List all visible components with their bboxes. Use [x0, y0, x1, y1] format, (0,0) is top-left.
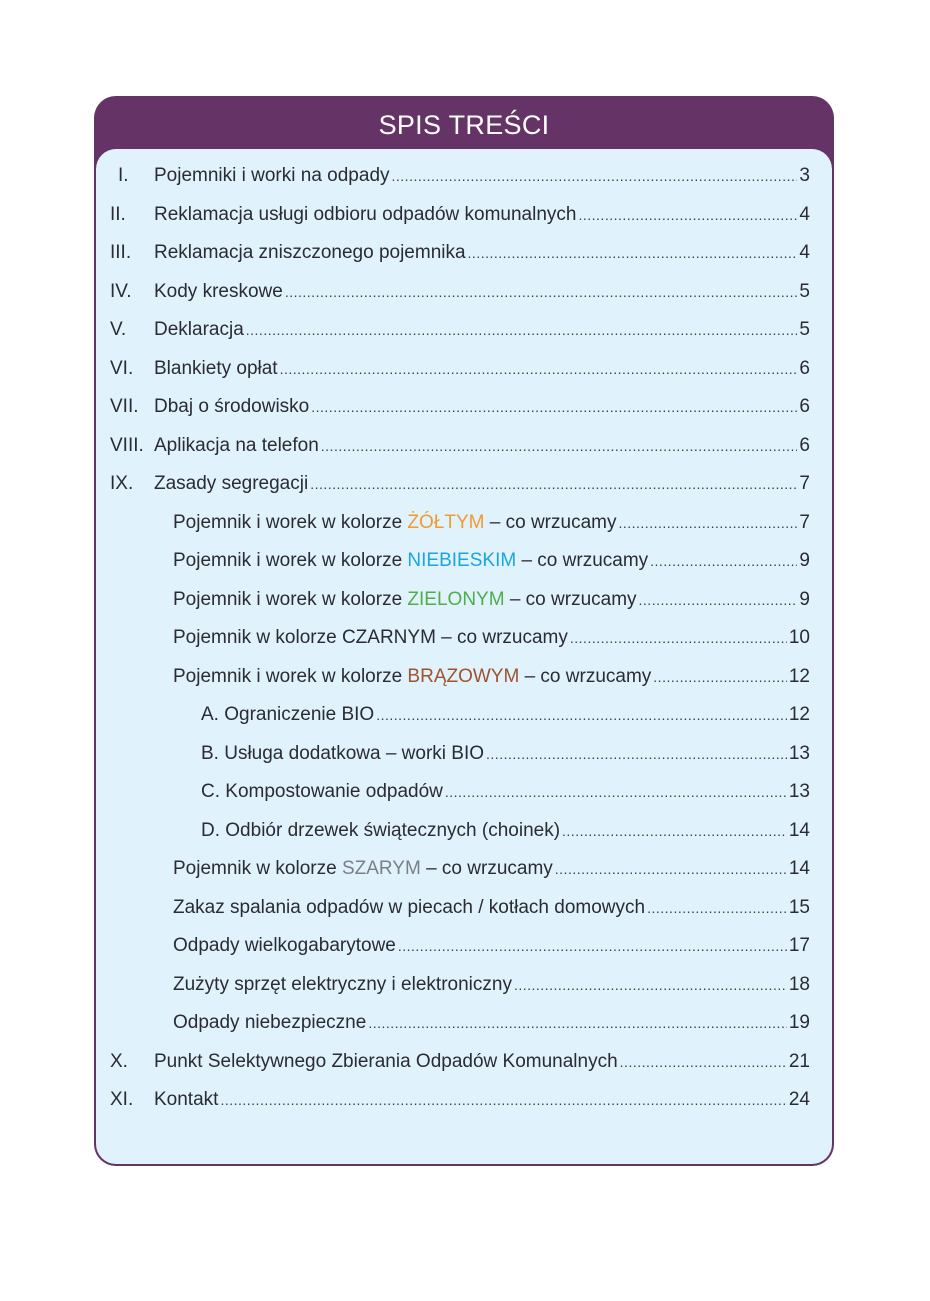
entry-page: 10: [788, 627, 810, 648]
entry-number: II.: [110, 204, 126, 225]
color-word-blue: NIEBIESKIM: [407, 550, 517, 571]
entry-number: III.: [110, 242, 132, 263]
label-suffix: – co wrzucamy: [504, 589, 637, 610]
entry-page: 14: [788, 858, 810, 879]
entry-page: 24: [788, 1089, 810, 1110]
color-word-yellow: ŻÓŁTYM: [407, 512, 485, 533]
label-suffix: – co wrzucamy: [435, 627, 568, 648]
leader-dots: [310, 469, 797, 499]
leader-dots: [618, 508, 797, 538]
leader-dots: [398, 931, 787, 961]
entry-label: Deklaracja: [154, 319, 244, 340]
label-prefix: Pojemnik w kolorze: [173, 858, 342, 879]
leader-dots: [285, 277, 798, 307]
toc-bio-entry[interactable]: [201, 739, 810, 769]
entry-label: Reklamacja usługi odbioru odpadów komunalnych: [154, 204, 577, 225]
toc-entry[interactable]: [110, 1085, 810, 1115]
entry-page: 21: [788, 1051, 810, 1072]
entry-label: [173, 546, 648, 576]
leader-dots: [220, 1085, 786, 1115]
toc-sub-entry-green[interactable]: [173, 585, 810, 615]
entry-number: I.: [118, 165, 129, 186]
toc-entry[interactable]: [110, 238, 810, 268]
entry-label: Aplikacja na telefon: [154, 435, 319, 456]
entry-label: Pojemniki i worki na odpady: [154, 165, 390, 186]
toc-bio-entry[interactable]: [201, 700, 810, 730]
entry-page: 13: [788, 781, 810, 802]
label-suffix: – co wrzucamy: [420, 858, 553, 879]
entry-page: 4: [799, 204, 810, 225]
leader-dots: [486, 739, 787, 769]
entry-label: Punkt Selektywnego Zbierania Odpadów Komunalnych: [154, 1051, 618, 1072]
entry-label: Zużyty sprzęt elektryczny i elektroniczny: [173, 974, 512, 995]
toc-entry[interactable]: [118, 161, 810, 191]
toc-entry[interactable]: [110, 431, 810, 461]
entry-number: IV.: [110, 281, 132, 302]
entry-page: 4: [799, 242, 810, 263]
page-title: SPIS TREŚCI: [378, 110, 550, 140]
label-prefix: Pojemnik i worek w kolorze: [173, 550, 408, 571]
leader-dots: [647, 893, 787, 923]
toc-sub-entry[interactable]: [173, 970, 810, 1000]
toc-sub-entry[interactable]: [173, 1008, 810, 1038]
label-prefix: Pojemnik i worek w kolorze: [173, 512, 408, 533]
toc-entry[interactable]: [110, 1047, 810, 1077]
leader-dots: [578, 200, 797, 230]
entry-page: 9: [799, 550, 810, 571]
label-suffix: – co wrzucamy: [516, 550, 649, 571]
leader-dots: [246, 315, 798, 345]
entry-label: Blankiety opłat: [154, 358, 278, 379]
label-prefix: Pojemnik w kolorze CZARNYM: [173, 627, 436, 648]
entry-label: Kody kreskowe: [154, 281, 283, 302]
toc-entry[interactable]: [110, 469, 810, 499]
leader-dots: [570, 623, 787, 653]
entry-number: V.: [110, 319, 127, 340]
entry-label: A. Ograniczenie BIO: [201, 704, 375, 725]
entry-number: XI.: [110, 1089, 134, 1110]
entry-page: 6: [799, 358, 810, 379]
entry-number: VI.: [110, 358, 134, 379]
entry-page: 6: [799, 396, 810, 417]
entry-label: Dbaj o środowisko: [154, 396, 310, 417]
toc-sub-entry[interactable]: [173, 893, 810, 923]
toc-bio-entry[interactable]: [201, 777, 810, 807]
entry-label: [173, 623, 568, 653]
leader-dots: [555, 854, 787, 884]
entry-label: Odpady wielkogabarytowe: [173, 935, 396, 956]
leader-dots: [620, 1047, 787, 1077]
entry-page: 7: [799, 473, 810, 494]
leader-dots: [321, 431, 798, 461]
entry-label: B. Usługa dodatkowa – worki BIO: [201, 743, 485, 764]
toc-body: [96, 149, 832, 1164]
color-word-brown: BRĄZOWYM: [407, 666, 520, 687]
entry-label: [173, 854, 553, 884]
label-suffix: – co wrzucamy: [519, 666, 652, 687]
toc-entry[interactable]: [110, 392, 810, 422]
leader-dots: [468, 238, 798, 268]
color-word-green: ZIELONYM: [407, 589, 505, 610]
leader-dots: [280, 354, 798, 384]
toc-bio-entry[interactable]: [201, 816, 810, 846]
label-suffix: – co wrzucamy: [484, 512, 617, 533]
entry-page: 3: [799, 165, 810, 186]
toc-sub-entry-black[interactable]: [173, 623, 810, 653]
entry-label: [173, 585, 637, 615]
entry-page: 5: [799, 319, 810, 340]
entry-number: VIII.: [110, 435, 144, 456]
label-prefix: Pojemnik i worek w kolorze: [173, 589, 408, 610]
entry-page: 18: [788, 974, 810, 995]
entry-number: VII.: [110, 396, 139, 417]
leader-dots: [368, 1008, 787, 1038]
entry-label: Kontakt: [154, 1089, 219, 1110]
entry-label: Zakaz spalania odpadów w piecach / kotłach domowych: [173, 897, 646, 918]
toc-sub-entry-yellow[interactable]: [173, 508, 810, 538]
table-of-contents-panel: [94, 96, 834, 1166]
color-word-grey: SZARYM: [341, 858, 421, 879]
entry-page: 9: [799, 589, 810, 610]
entry-label: Zasady segregacji: [154, 473, 309, 494]
toc-sub-entry[interactable]: [173, 931, 810, 961]
toc-sub-entry-brown[interactable]: [173, 662, 810, 692]
leader-dots: [653, 662, 787, 692]
entry-page: 7: [799, 512, 810, 533]
leader-dots: [639, 585, 798, 615]
entry-page: 15: [788, 897, 810, 918]
entry-label: Reklamacja zniszczonego pojemnika: [154, 242, 466, 263]
entry-label: C. Kompostowanie odpadów: [201, 781, 443, 802]
leader-dots: [514, 970, 787, 1000]
entry-page: 6: [799, 435, 810, 456]
entry-label: D. Odbiór drzewek świątecznych (choinek): [201, 820, 561, 841]
toc-sub-entry-blue[interactable]: [173, 546, 810, 576]
entry-label: [173, 508, 616, 538]
entry-page: 12: [788, 704, 810, 725]
entry-page: 14: [788, 820, 810, 841]
toc-sub-entry-grey[interactable]: [173, 854, 810, 884]
entry-page: 17: [788, 935, 810, 956]
toc-entry[interactable]: [110, 200, 810, 230]
label-prefix: Pojemnik i worek w kolorze: [173, 666, 408, 687]
leader-dots: [562, 816, 787, 846]
entry-number: X.: [110, 1051, 128, 1072]
entry-page: 13: [788, 743, 810, 764]
entry-label: Odpady niebezpieczne: [173, 1012, 367, 1033]
leader-dots: [311, 392, 797, 422]
toc-entry[interactable]: [110, 277, 810, 307]
entry-page: 12: [788, 666, 810, 687]
entry-number: IX.: [110, 473, 134, 494]
leader-dots: [376, 700, 787, 730]
toc-entry[interactable]: [110, 354, 810, 384]
entry-label: [173, 662, 651, 692]
entry-page: 5: [799, 281, 810, 302]
toc-entry[interactable]: [110, 315, 810, 345]
leader-dots: [392, 161, 798, 191]
entry-page: 19: [788, 1012, 810, 1033]
leader-dots: [445, 777, 787, 807]
leader-dots: [650, 546, 797, 576]
